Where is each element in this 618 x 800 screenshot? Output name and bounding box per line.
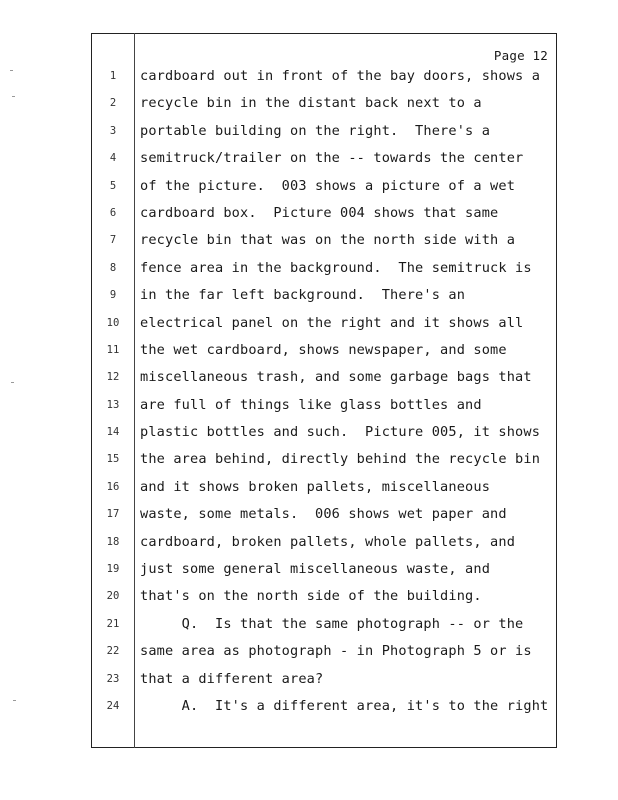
transcript-line <box>92 287 556 314</box>
line-text: fence area in the background. The semitruck is <box>140 259 532 276</box>
line-number: 1 <box>109 70 117 82</box>
transcript-line <box>92 315 556 342</box>
transcript-line <box>92 506 556 533</box>
transcript-lines <box>92 68 556 725</box>
line-text: portable building on the right. There's a <box>140 122 491 139</box>
transcript-line <box>92 150 556 177</box>
transcript-line <box>92 561 556 588</box>
transcript-line <box>92 643 556 670</box>
line-text: plastic bottles and such. Picture 005, it shows <box>140 424 541 441</box>
line-text: A. It's a different area, it's to the right <box>140 697 549 714</box>
line-number: 16 <box>106 480 120 493</box>
line-text: just some general miscellaneous waste, and <box>140 561 491 578</box>
line-text: in the far left background. There's an <box>140 287 466 304</box>
line-number: 21 <box>106 617 120 630</box>
line-number: 18 <box>106 535 120 548</box>
transcript-line <box>92 479 556 506</box>
scan-speck <box>10 70 13 71</box>
transcript-page <box>91 33 557 748</box>
transcript-line <box>92 178 556 205</box>
line-text: recycle bin in the distant back next to a <box>140 95 482 112</box>
transcript-line <box>92 698 556 725</box>
line-number: 19 <box>106 563 120 576</box>
transcript-line <box>92 95 556 122</box>
transcript-line <box>92 451 556 478</box>
line-text: that a different area? <box>140 670 324 687</box>
line-text: of the picture. 003 shows a picture of a wet <box>140 177 516 194</box>
line-number: 14 <box>106 426 120 439</box>
transcript-line <box>92 342 556 369</box>
line-text: miscellaneous trash, and some garbage bags that <box>140 369 532 386</box>
line-text: cardboard box. Picture 004 shows that same <box>140 204 499 221</box>
line-text: cardboard, broken pallets, whole pallets, and <box>140 533 516 550</box>
line-number: 20 <box>106 590 120 603</box>
line-text: semitruck/trailer on the -- towards the center <box>140 150 524 167</box>
scan-speck <box>13 700 16 701</box>
transcript-line <box>92 123 556 150</box>
transcript-line <box>92 616 556 643</box>
transcript-line <box>92 260 556 287</box>
transcript-line <box>92 671 556 698</box>
line-text: waste, some metals. 006 shows wet paper and <box>140 506 507 523</box>
line-number: 12 <box>106 371 120 384</box>
line-text: cardboard out in front of the bay doors, shows a <box>140 68 541 84</box>
scan-speck <box>12 96 15 97</box>
transcript-line <box>92 369 556 396</box>
line-number: 4 <box>109 152 117 165</box>
line-number: 6 <box>109 206 117 219</box>
transcript-line <box>92 232 556 259</box>
transcript-line <box>92 424 556 451</box>
line-text: the wet cardboard, shows newspaper, and some <box>140 341 507 358</box>
line-text: are full of things like glass bottles and <box>140 396 482 413</box>
line-text: same area as photograph - in Photograph 5 or is <box>140 643 532 660</box>
line-number: 13 <box>106 398 120 411</box>
line-number: 17 <box>106 508 120 521</box>
line-number: 8 <box>109 261 117 274</box>
line-text: the area behind, directly behind the recycle bin <box>140 451 541 468</box>
page-number: Page 12 <box>493 48 548 63</box>
transcript-line <box>92 397 556 424</box>
line-text: electrical panel on the right and it shows all <box>140 314 524 331</box>
line-number: 7 <box>109 234 117 247</box>
line-number: 11 <box>106 343 120 356</box>
transcript-line <box>92 588 556 615</box>
line-number: 5 <box>109 179 117 192</box>
transcript-line <box>92 205 556 232</box>
line-number: 10 <box>106 316 120 329</box>
line-text: Q. Is that the same photograph -- or the <box>140 615 524 632</box>
line-number: 9 <box>109 289 117 302</box>
line-number: 3 <box>109 124 117 137</box>
transcript-line <box>92 534 556 561</box>
line-text: recycle bin that was on the north side with a <box>140 232 516 249</box>
line-number: 2 <box>109 97 117 110</box>
line-text: and it shows broken pallets, miscellaneous <box>140 478 491 495</box>
line-number: 24 <box>106 699 120 712</box>
line-number: 23 <box>106 672 120 685</box>
transcript-line <box>92 68 556 95</box>
scan-speck <box>11 382 14 383</box>
line-text: that's on the north side of the building. <box>140 588 482 605</box>
line-number: 22 <box>106 645 120 658</box>
line-number: 15 <box>106 453 120 466</box>
